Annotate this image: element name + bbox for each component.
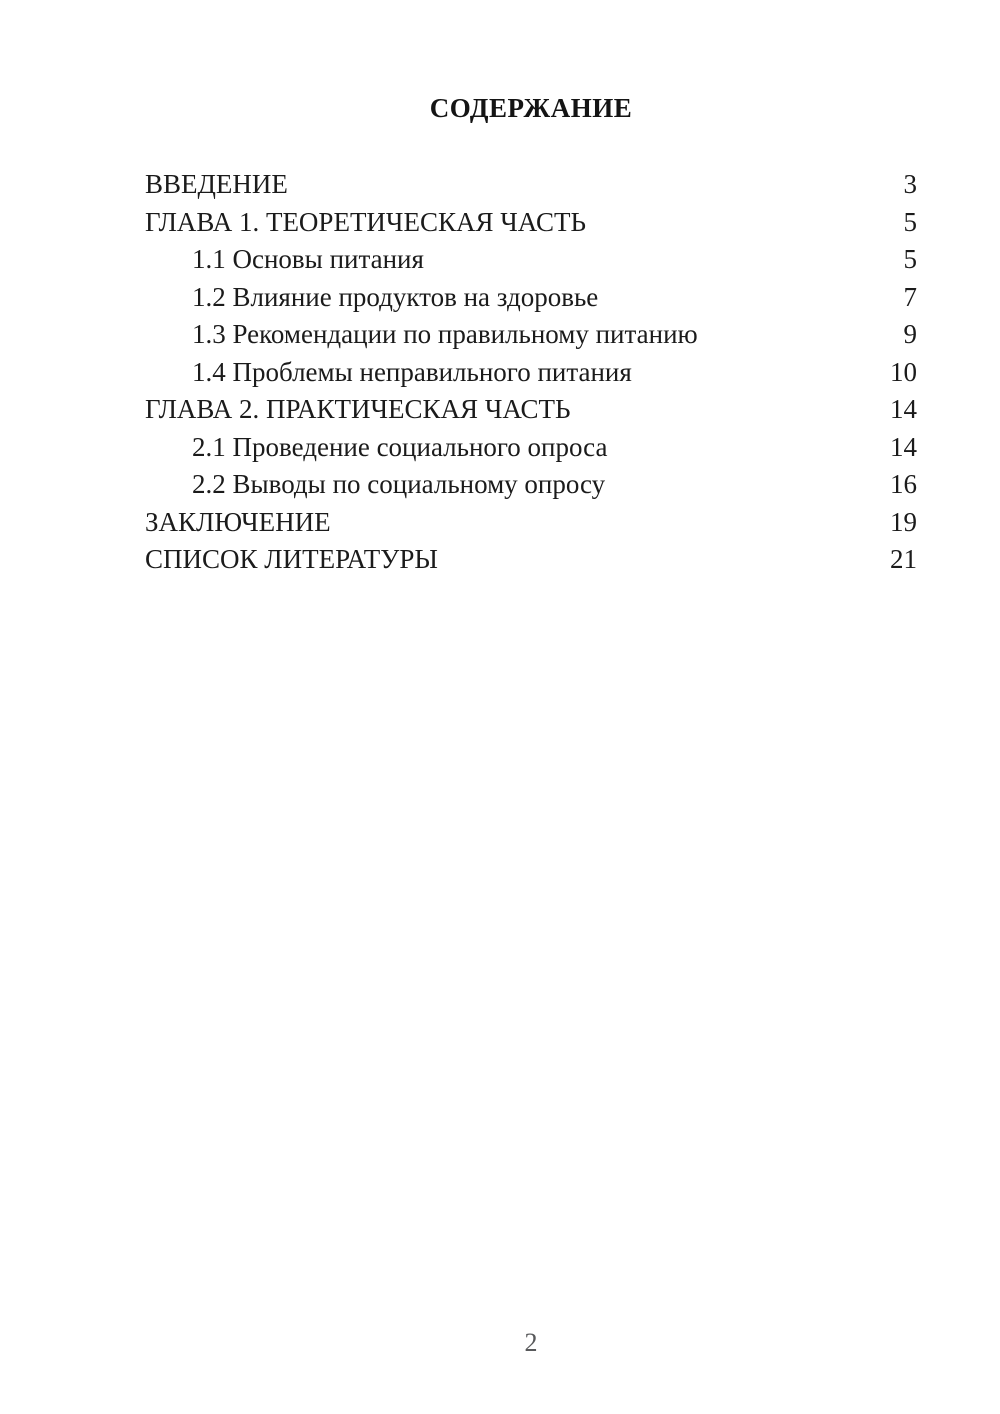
toc-entry-page-number: 14 [890, 394, 917, 424]
toc-entry-label: ГЛАВА 2. ПРАКТИЧЕСКАЯ ЧАСТЬ [145, 394, 571, 424]
toc-entry [145, 466, 917, 504]
page-title: СОДЕРЖАНИЕ [429, 93, 633, 123]
toc-entry-page-number: 21 [890, 544, 917, 574]
toc-entry-label: ГЛАВА 1. ТЕОРЕТИЧЕСКАЯ ЧАСТЬ [145, 206, 586, 237]
toc-entry [145, 279, 917, 317]
toc-entry [145, 391, 917, 429]
toc-entry-label: ВВЕДЕНИЕ [145, 169, 288, 199]
page-content [145, 92, 917, 579]
toc-entry-page-number: 5 [903, 206, 917, 237]
toc-entry [145, 429, 917, 467]
toc-entry [145, 204, 917, 242]
toc-entry [145, 541, 917, 579]
toc-entry-page-number: 9 [903, 319, 917, 349]
toc-entry [145, 166, 917, 204]
toc-entry-page-number: 3 [903, 169, 917, 199]
toc-entry-label: 2.1 Проведение социального опроса [192, 431, 608, 462]
toc-entry [145, 241, 917, 279]
toc-entry-page-number: 16 [890, 469, 917, 499]
toc-entry-page-number: 5 [903, 244, 917, 274]
toc-entry-label: 1.4 Проблемы неправильного питания [192, 356, 632, 387]
toc-entry [145, 504, 917, 542]
toc-entry [145, 354, 917, 392]
toc-entry-label: 1.2 Влияние продуктов на здоровье [192, 281, 599, 312]
toc-entry-label: ЗАКЛЮЧЕНИЕ [145, 506, 331, 537]
footer-page-number: 2 [524, 1328, 538, 1357]
toc-entry [145, 316, 917, 354]
toc-entry-page-number: 19 [890, 506, 917, 537]
toc-entry-page-number: 10 [890, 356, 917, 387]
table-of-contents [145, 166, 917, 579]
toc-entry-label: 1.1 Основы питания [192, 244, 424, 274]
toc-entry-page-number: 14 [890, 431, 917, 462]
toc-entry-label: СПИСОК ЛИТЕРАТУРЫ [145, 544, 438, 574]
toc-entry-label: 2.2 Выводы по социальному опросу [192, 469, 606, 499]
toc-entry-page-number: 7 [903, 281, 917, 312]
toc-entry-label: 1.3 Рекомендации по правильному питанию [192, 319, 698, 349]
